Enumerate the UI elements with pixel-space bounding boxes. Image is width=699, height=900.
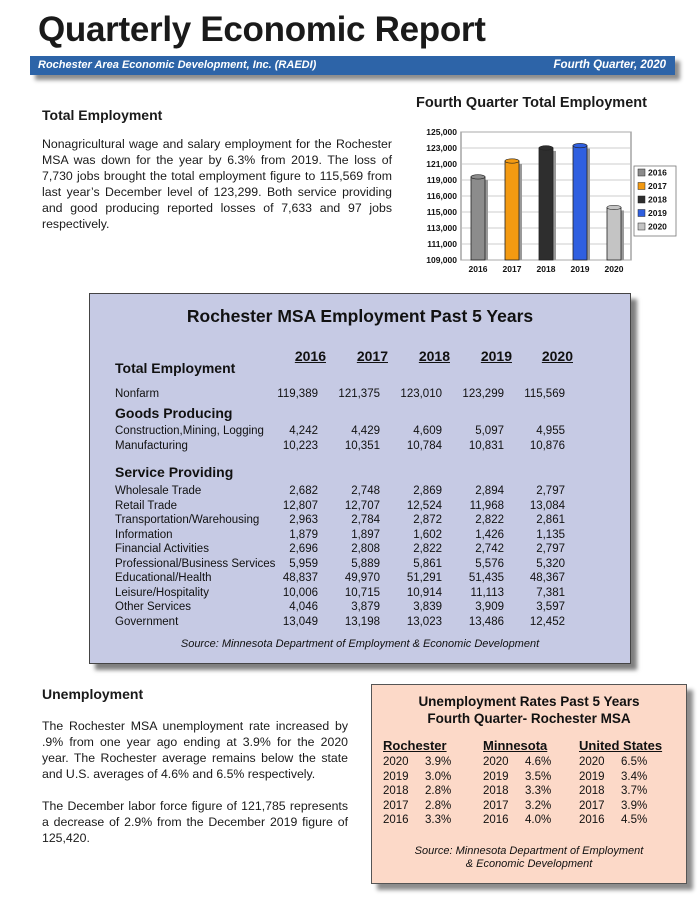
unemp-year: 2018 <box>383 785 409 797</box>
table-cell: 115,569 <box>524 388 565 400</box>
year-header: 2018 <box>418 348 450 364</box>
row-label: Manufacturing <box>115 439 188 452</box>
table-cell: 13,049 <box>282 615 318 628</box>
row-label: Professional/Business Services <box>115 557 276 570</box>
unemp-rate: 3.9% <box>621 799 648 812</box>
bar <box>607 207 621 260</box>
unemp-year: 2020 <box>383 756 409 768</box>
legend-label: 2016 <box>648 167 667 178</box>
table-cell: 4,429 <box>351 425 380 437</box>
bar <box>505 161 519 260</box>
x-tick-label: 2019 <box>570 264 590 274</box>
unemp-rate: 3.9% <box>425 756 452 768</box>
y-tick-label: 119,000 <box>426 175 457 185</box>
unemp-table-title: Unemployment Rates Past 5 Years <box>418 694 640 709</box>
table-cell: 123,299 <box>462 388 504 400</box>
unemp-column-header: Rochester <box>383 738 447 753</box>
unemp-rate: 2.8% <box>425 799 452 812</box>
table-cell: 10,914 <box>406 586 442 599</box>
row-label: Government <box>115 615 179 628</box>
table-cell: 119,389 <box>277 388 318 400</box>
table-cell: 2,748 <box>351 485 380 497</box>
table-cell: 2,797 <box>536 543 565 555</box>
table-cell: 5,097 <box>475 425 504 437</box>
unemp-rate: 4.5% <box>621 814 648 826</box>
unemp-rate: 3.0% <box>425 770 452 783</box>
legend-swatch <box>638 210 645 217</box>
row-label: Wholesale Trade <box>115 485 202 497</box>
table-cell: 12,807 <box>282 499 318 512</box>
table-cell: 10,715 <box>344 586 380 599</box>
legend-label: 2019 <box>648 208 667 218</box>
section-heading: Service Providing <box>115 464 234 480</box>
bar <box>539 148 553 260</box>
y-tick-label: 125,000 <box>426 127 457 137</box>
x-tick-label: 2016 <box>468 264 488 274</box>
table-cell: 2,861 <box>536 514 565 526</box>
unemp-year: 2019 <box>579 770 605 783</box>
y-tick-label: 109,000 <box>426 255 457 265</box>
table-cell: 3,909 <box>475 601 504 613</box>
unemp-column-header: United States <box>579 738 663 753</box>
unemp-table-source <box>372 845 686 871</box>
unemp-rate: 4.0% <box>525 814 552 826</box>
table-cell: 1,897 <box>351 528 380 541</box>
unemp-year: 2016 <box>383 814 409 826</box>
unemp-column-header: Minnesota <box>483 738 548 753</box>
table-cell: 2,963 <box>289 514 318 526</box>
table-cell: 10,223 <box>282 439 318 452</box>
table-cell: 48,837 <box>282 572 318 584</box>
msa-table-title: Rochester MSA Employment Past 5 Years <box>186 306 534 326</box>
unemp-rate: 3.5% <box>525 770 552 783</box>
table-cell: 123,010 <box>400 388 442 400</box>
unemp-year: 2016 <box>483 814 509 826</box>
table-cell: 5,959 <box>289 557 318 570</box>
row-label: Other Services <box>115 601 192 613</box>
y-tick-label: 115,000 <box>426 207 457 217</box>
msa-employment-table <box>89 293 631 664</box>
year-header: 2017 <box>356 348 388 364</box>
bar-cap <box>471 175 485 179</box>
table-cell: 51,291 <box>406 572 442 584</box>
bar-cap <box>607 205 621 209</box>
source-line: & Economic Development <box>465 858 593 870</box>
table-cell: 3,839 <box>413 601 442 613</box>
unemp-year: 2017 <box>579 799 605 812</box>
unemp-rate: 3.7% <box>621 785 648 797</box>
unemp-year: 2018 <box>483 785 509 797</box>
unemp-year: 2019 <box>483 770 509 783</box>
header-banner <box>30 56 675 75</box>
table-cell: 3,597 <box>536 601 565 613</box>
table-cell: 2,742 <box>475 543 504 555</box>
y-tick-label: 111,000 <box>427 239 457 249</box>
table-cell: 1,135 <box>536 528 565 541</box>
table-cell: 5,889 <box>351 557 380 570</box>
total-employment-text: Nonagricultural wage and salary employment for the Rochester MSA was down for the year by 6.3% from 2019. The loss of 7,730 jobs brought the total employment figure to 115,569 from last year’s December level of 123,299. Both service providing and good producing reported losses of 7,633 and 97 jobs respectively. <box>42 137 392 231</box>
table-cell: 49,970 <box>344 572 380 584</box>
unemp-year: 2020 <box>483 756 509 768</box>
legend-swatch <box>638 169 645 176</box>
year-header: 2019 <box>480 348 512 364</box>
table-cell: 11,113 <box>470 586 504 599</box>
unemp-year: 2016 <box>579 814 605 826</box>
table-cell: 10,876 <box>529 439 565 452</box>
table-cell: 2,872 <box>413 514 442 526</box>
chart-title: Fourth Quarter Total Employment <box>416 95 647 111</box>
unemployment-text-1: The Rochester MSA unemployment rate increased by .9% from one year ago ending at 3.9% for the 2020 year. The Rochester average remains below the state and U.S. averages of 4.6% and 6.5% respectively. <box>42 719 348 781</box>
table-cell: 12,452 <box>529 615 565 628</box>
y-tick-label: 121,000 <box>426 159 457 169</box>
table-cell: 5,576 <box>475 557 504 570</box>
table-cell: 2,808 <box>351 543 380 555</box>
table-cell: 3,879 <box>351 601 380 613</box>
total-employment-heading: Total Employment <box>42 107 163 123</box>
unemp-rate: 3.3% <box>425 814 452 826</box>
table-cell: 11,968 <box>469 499 504 512</box>
bar <box>573 146 587 260</box>
table-cell: 2,822 <box>475 514 504 526</box>
row-label: Retail Trade <box>115 499 178 512</box>
unemp-year: 2017 <box>483 799 509 812</box>
legend-swatch <box>638 183 645 190</box>
row-label: Financial Activities <box>115 543 209 555</box>
table-cell: 1,426 <box>475 528 504 541</box>
row-label: Transportation/Warehousing <box>115 514 260 526</box>
unemp-rate: 4.6% <box>525 756 552 768</box>
unemp-rate: 2.8% <box>425 785 452 797</box>
legend-swatch <box>638 196 645 203</box>
row-label: Construction,Mining, Logging <box>115 425 264 437</box>
bar-cap <box>573 143 587 147</box>
year-header: 2020 <box>541 348 573 364</box>
unemp-year: 2020 <box>579 756 605 768</box>
table-cell: 10,006 <box>282 586 318 599</box>
org-name: Rochester Area Economic Development, Inc. (RAEDI) <box>38 59 317 71</box>
msa-table-source: Source: Minnesota Department of Employment & Economic Development <box>180 638 540 650</box>
unemp-year: 2019 <box>383 770 409 783</box>
table-cell: 5,861 <box>413 557 442 570</box>
bar <box>471 177 485 260</box>
unemp-year: 2017 <box>383 799 409 812</box>
table-cell: 51,435 <box>468 572 504 584</box>
unemp-rate: 3.3% <box>525 785 552 797</box>
table-cell: 10,784 <box>406 439 442 452</box>
table-cell: 2,894 <box>475 485 504 497</box>
table-cell: 1,602 <box>413 528 442 541</box>
y-tick-label: 123,000 <box>426 143 457 153</box>
table-cell: 4,609 <box>413 425 442 437</box>
legend-swatch <box>638 223 645 230</box>
unemp-rate: 3.4% <box>621 770 648 783</box>
table-cell: 2,696 <box>289 543 318 555</box>
row-label: Nonfarm <box>115 388 160 400</box>
table-cell: 1,879 <box>289 528 318 541</box>
x-tick-label: 2020 <box>604 264 624 274</box>
unemp-year: 2018 <box>579 785 605 797</box>
bar-cap <box>539 146 553 150</box>
table-cell: 12,524 <box>406 499 442 512</box>
y-tick-label: 116,000 <box>426 191 457 201</box>
report-title: Quarterly Economic Report <box>38 10 486 49</box>
unemployment-heading: Unemployment <box>42 686 144 702</box>
x-tick-label: 2017 <box>502 264 522 274</box>
employment-bar-chart <box>403 120 683 280</box>
table-cell: 48,367 <box>529 572 565 584</box>
table-cell: 2,784 <box>351 514 380 526</box>
report-period: Fourth Quarter, 2020 <box>553 59 666 71</box>
table-cell: 5,320 <box>536 557 565 570</box>
year-header: 2016 <box>294 348 326 364</box>
section-heading: Goods Producing <box>115 405 233 421</box>
section-heading: Total Employment <box>115 360 236 376</box>
x-tick-label: 2018 <box>536 264 556 274</box>
row-label: Leisure/Hospitality <box>115 586 209 599</box>
unemployment-rates-table <box>371 684 687 884</box>
unemp-table-subtitle: Fourth Quarter- Rochester MSA <box>427 711 631 726</box>
table-cell: 2,682 <box>289 485 318 497</box>
table-cell: 4,242 <box>289 425 318 437</box>
source-line: Source: Minnesota Department of Employment <box>414 845 644 857</box>
table-cell: 2,822 <box>413 543 442 555</box>
table-cell: 10,831 <box>468 439 504 452</box>
table-cell: 13,486 <box>468 615 504 628</box>
table-cell: 2,869 <box>413 485 442 497</box>
bar-cap <box>505 159 519 163</box>
table-cell: 4,955 <box>536 425 565 437</box>
table-cell: 12,707 <box>344 499 380 512</box>
legend-label: 2020 <box>648 221 667 232</box>
unemp-rate: 3.2% <box>525 799 552 812</box>
table-cell: 13,023 <box>406 615 442 628</box>
table-cell: 13,198 <box>344 615 380 628</box>
unemp-rate: 6.5% <box>621 756 648 768</box>
table-cell: 121,375 <box>338 388 380 400</box>
table-cell: 4,046 <box>289 601 318 613</box>
unemployment-text-2: The December labor force figure of 121,785 represents a decrease of 2.9% from the December 2019 figure of 125,420. <box>42 799 348 845</box>
table-cell: 7,381 <box>536 586 565 599</box>
table-cell: 13,084 <box>529 499 565 512</box>
legend-label: 2018 <box>648 194 667 205</box>
row-label: Information <box>115 528 173 541</box>
row-label: Educational/Health <box>115 572 212 584</box>
table-cell: 10,351 <box>344 439 380 452</box>
table-cell: 2,797 <box>536 485 565 497</box>
legend-label: 2017 <box>648 181 667 191</box>
y-tick-label: 113,000 <box>426 223 457 233</box>
